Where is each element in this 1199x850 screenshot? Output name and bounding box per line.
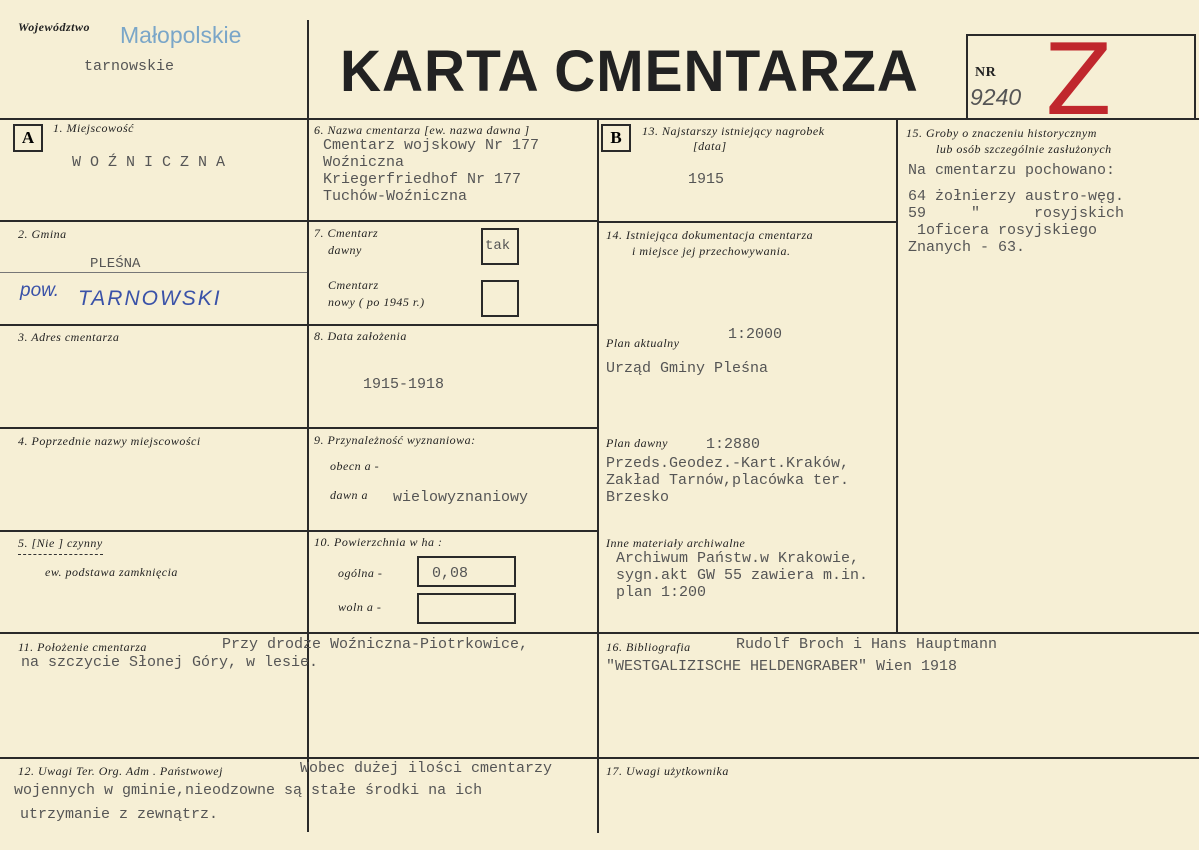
field-6-line: Cmentarz wojskowy Nr 177	[323, 137, 540, 154]
field-1-value: W O Ź N I C Z N A	[72, 154, 226, 171]
field-11-line: Przy drodze Woźniczna-Piotrkowice,	[222, 636, 529, 653]
field-8-value: 1915-1918	[363, 376, 445, 393]
new-cemetery-checkbox	[481, 280, 519, 317]
record-number: 9240	[970, 84, 1022, 110]
voivodeship-stamp: Małopolskie	[120, 22, 242, 48]
field-10-label: 10. Powierzchnia w ha :	[314, 535, 443, 549]
other-materials-label: Inne materiały archiwalne	[606, 536, 746, 550]
field-16-line: Rudolf Broch i Hans Hauptmann	[736, 636, 998, 653]
field-12-line: utrzymanie z zewnątrz.	[20, 806, 219, 823]
old-plan-line: Zakład Tarnów,placówka ter.	[606, 472, 850, 489]
field-8-label: 8. Data założenia	[314, 329, 407, 343]
field-7-new-sublabel: nowy ( po 1945 r.)	[328, 295, 425, 309]
field-15-line: 59 " rosyjskich	[908, 205, 1125, 222]
grid-line	[896, 118, 898, 633]
old-cemetery-value: tak	[485, 238, 511, 254]
grid-line	[0, 272, 307, 273]
card-title: KARTA CMENTARZA	[340, 39, 919, 104]
field-12-label: 12. Uwagi Ter. Org. Adm . Państwowej	[18, 764, 223, 778]
field-4-label: 4. Poprzednie nazwy miejscowości	[18, 434, 201, 448]
field-11-line: na szczycie Słonej Góry, w lesie.	[21, 654, 319, 671]
field-9-former-label: dawn a	[330, 488, 369, 502]
field-15-line: 64 żołnierzy austro-węg.	[908, 188, 1125, 205]
current-plan-scale: 1:2000	[728, 326, 783, 343]
field-7-old-label: dawny	[328, 243, 362, 257]
voivodeship-label: Województwo	[18, 20, 90, 34]
field-10-total-value: 0,08	[432, 565, 469, 582]
field-6-line: Kriegerfriedhof Nr 177	[323, 171, 522, 188]
field-3-label: 3. Adres cmentarza	[18, 330, 120, 344]
grid-line	[0, 427, 599, 429]
field-9-label: 9. Przynależność wyznaniowa:	[314, 433, 476, 447]
grid-line	[0, 220, 599, 222]
old-plan-scale: 1:2880	[706, 436, 761, 453]
field-14-sublabel: i miejsce jej przechowywania.	[632, 244, 791, 258]
handwritten-district: TARNOWSKI	[78, 287, 222, 310]
grid-line	[599, 221, 897, 223]
grid-line	[0, 530, 599, 532]
grid-line	[597, 118, 599, 833]
grid-line	[0, 118, 1199, 120]
category-mark: Z	[1045, 24, 1113, 138]
current-plan-place: Urząd Gminy Pleśna	[606, 360, 769, 377]
field-9-former-value: wielowyznaniowy	[393, 489, 529, 506]
current-plan-label: Plan aktualny	[606, 336, 680, 350]
field-13-sublabel: [data]	[693, 139, 727, 153]
field-15-line: Znanych - 63.	[908, 239, 1026, 256]
field-6-line: Tuchów-Woźniczna	[323, 188, 468, 205]
field-12-line: Wobec dużej ilości cmentarzy	[300, 760, 553, 777]
field-11-label: 11. Położenie cmentarza	[18, 640, 147, 654]
grid-line	[0, 757, 1199, 759]
field-1-label: 1. Miejscowość	[53, 121, 134, 135]
field-6-line: Woźniczna	[323, 154, 405, 171]
field-7-label: 7. Cmentarz	[314, 226, 379, 240]
field-6-label: 6. Nazwa cmentarza [ew. nazwa dawna ]	[314, 123, 530, 137]
field-13-label: 13. Najstarszy istniejący nagrobek	[642, 124, 825, 138]
field-12-line: wojennych w gminie,nieodzowne są stałe środki na ich	[14, 782, 483, 799]
other-materials-line: plan 1:200	[616, 584, 707, 601]
nr-label: NR	[975, 65, 997, 80]
field-16-label: 16. Bibliografia	[606, 640, 691, 654]
field-15-label: 15. Groby o znaczeniu historycznym	[906, 126, 1097, 140]
field-9-current-label: obecn a -	[330, 459, 380, 473]
old-plan-line: Przeds.Geodez.-Kart.Kraków,	[606, 455, 850, 472]
district-value: tarnowskie	[84, 58, 175, 75]
field-16-line: "WESTGALIZISCHE HELDENGRABER" Wien 1918	[606, 658, 958, 675]
field-7-new-label: Cmentarz	[328, 278, 379, 292]
field-13-value: 1915	[688, 171, 725, 188]
field-14-label: 14. Istniejąca dokumentacja cmentarza	[606, 228, 814, 242]
field-15-line: Na cmentarzu pochowano:	[908, 162, 1116, 179]
handwritten-prefix: pow.	[20, 280, 60, 301]
field-15-sublabel: lub osób szczególnie zasłużonych	[936, 142, 1112, 156]
other-materials-line: Archiwum Państw.w Krakowie,	[616, 550, 860, 567]
field-5-sublabel: ew. podstawa zamknięcia	[45, 565, 178, 579]
grid-line	[307, 20, 309, 832]
field-2-label: 2. Gmina	[18, 227, 67, 241]
field-5-label: 5. [Nie ] czynny	[18, 536, 103, 555]
old-plan-label: Plan dawny	[606, 436, 668, 450]
other-materials-line: sygn.akt GW 55 zawiera m.in.	[616, 567, 869, 584]
section-b-badge: B	[601, 124, 631, 152]
field-10-total-label: ogólna -	[338, 566, 383, 580]
old-plan-line: Brzesko	[606, 489, 670, 506]
field-17-label: 17. Uwagi użytkownika	[606, 764, 729, 778]
field-15-line: 1oficera rosyjskiego	[908, 222, 1098, 239]
field-2-value: PLEŚNA	[90, 256, 141, 272]
grid-line	[0, 632, 1199, 634]
section-a-badge: A	[13, 124, 43, 152]
field-10-free-label: woln a -	[338, 600, 382, 614]
free-area-box	[417, 593, 516, 624]
grid-line	[0, 324, 599, 326]
